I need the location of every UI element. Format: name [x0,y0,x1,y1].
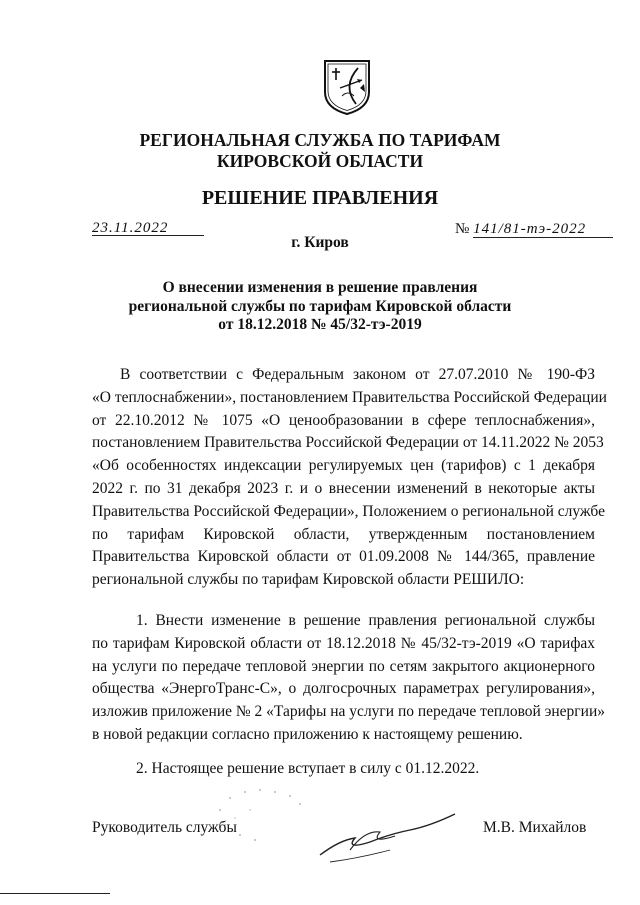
document-number: 141/81-тэ-2022 [473,221,613,238]
text-line: по тарифам Кировской области, утвержденным постановлением [92,525,595,543]
subject-block [0,279,640,335]
text-line: 1. Внести изменение в решение правления региональной службы [136,612,595,629]
text-line: «О теплоснабжении», постановлением Правительства Российской Федерации [92,388,607,406]
preamble-paragraph [92,364,607,592]
agency-name-line1: РЕГИОНАЛЬНАЯ СЛУЖБА ПО ТАРИФАМ [139,130,501,150]
signatory-name: М.В. Михайлов [483,819,587,836]
text-line: «Об особенностях индексации регулируемых цен (тарифов) с 1 декабря [92,457,595,475]
text-line: по тарифам Кировской области от 18.12.2018 № 45/32-тэ-2019 «О тарифах [92,634,595,652]
city: г. Киров [291,234,349,251]
text-line: на услуги по передаче тепловой энергии по сетям закрытого акционерного [92,657,595,675]
handwritten-signature-icon [310,800,460,870]
subject-line: региональной службы по тарифам Кировской области [128,297,512,315]
text-line: региональной службы по тарифам Кировской области РЕШИЛО: [92,571,525,589]
number-label: № [455,221,470,237]
subject-line: от 18.12.2018 № 45/32-тэ-2019 [218,316,422,333]
item-2-paragraph [92,758,595,781]
text-line: В соответствии с Федеральным законом от 27.07.2010 № 190-ФЗ [120,366,595,383]
signatory-position: Руководитель службы [92,819,237,836]
text-line: изложив приложение № 2 «Тарифы на услуги по передаче тепловой энергии» [92,703,606,721]
text-line: Правительства Российской Федерации», Положением о региональной службе [92,502,605,520]
text-line: Правительства Кировской области от 01.09.2008 № 144/365, правление [92,548,595,566]
text-line: в новой редакции согласно приложению к настоящему решению. [92,725,523,743]
agency-name-line2: КИРОВСКОЙ ОБЛАСТИ [216,151,424,171]
item-1-paragraph [92,610,606,747]
document-date: 23.11.2022 [92,221,204,236]
text-line: 2. Настоящее решение вступает в силу с 01.12.2022. [136,760,480,777]
text-line: 2022 г. по 31 декабря 2023 г. и о внесении изменений в некоторые акты [92,479,595,497]
document-type: РЕШЕНИЕ ПРАВЛЕНИЯ [201,187,439,209]
footer-rule [0,893,110,894]
text-line: общества «ЭнергоТранс-С», о долгосрочных параметрах регулирования», [92,680,595,698]
text-line: постановлением Правительства Российской Федерации от 14.11.2022 № 2053 [92,434,604,452]
coat-of-arms-icon [322,58,372,116]
subject-line: О внесении изменения в решение правления [162,279,478,296]
text-line: от 22.10.2012 № 1075 «О ценообразовании в сфере теплоснабжения», [92,411,595,429]
